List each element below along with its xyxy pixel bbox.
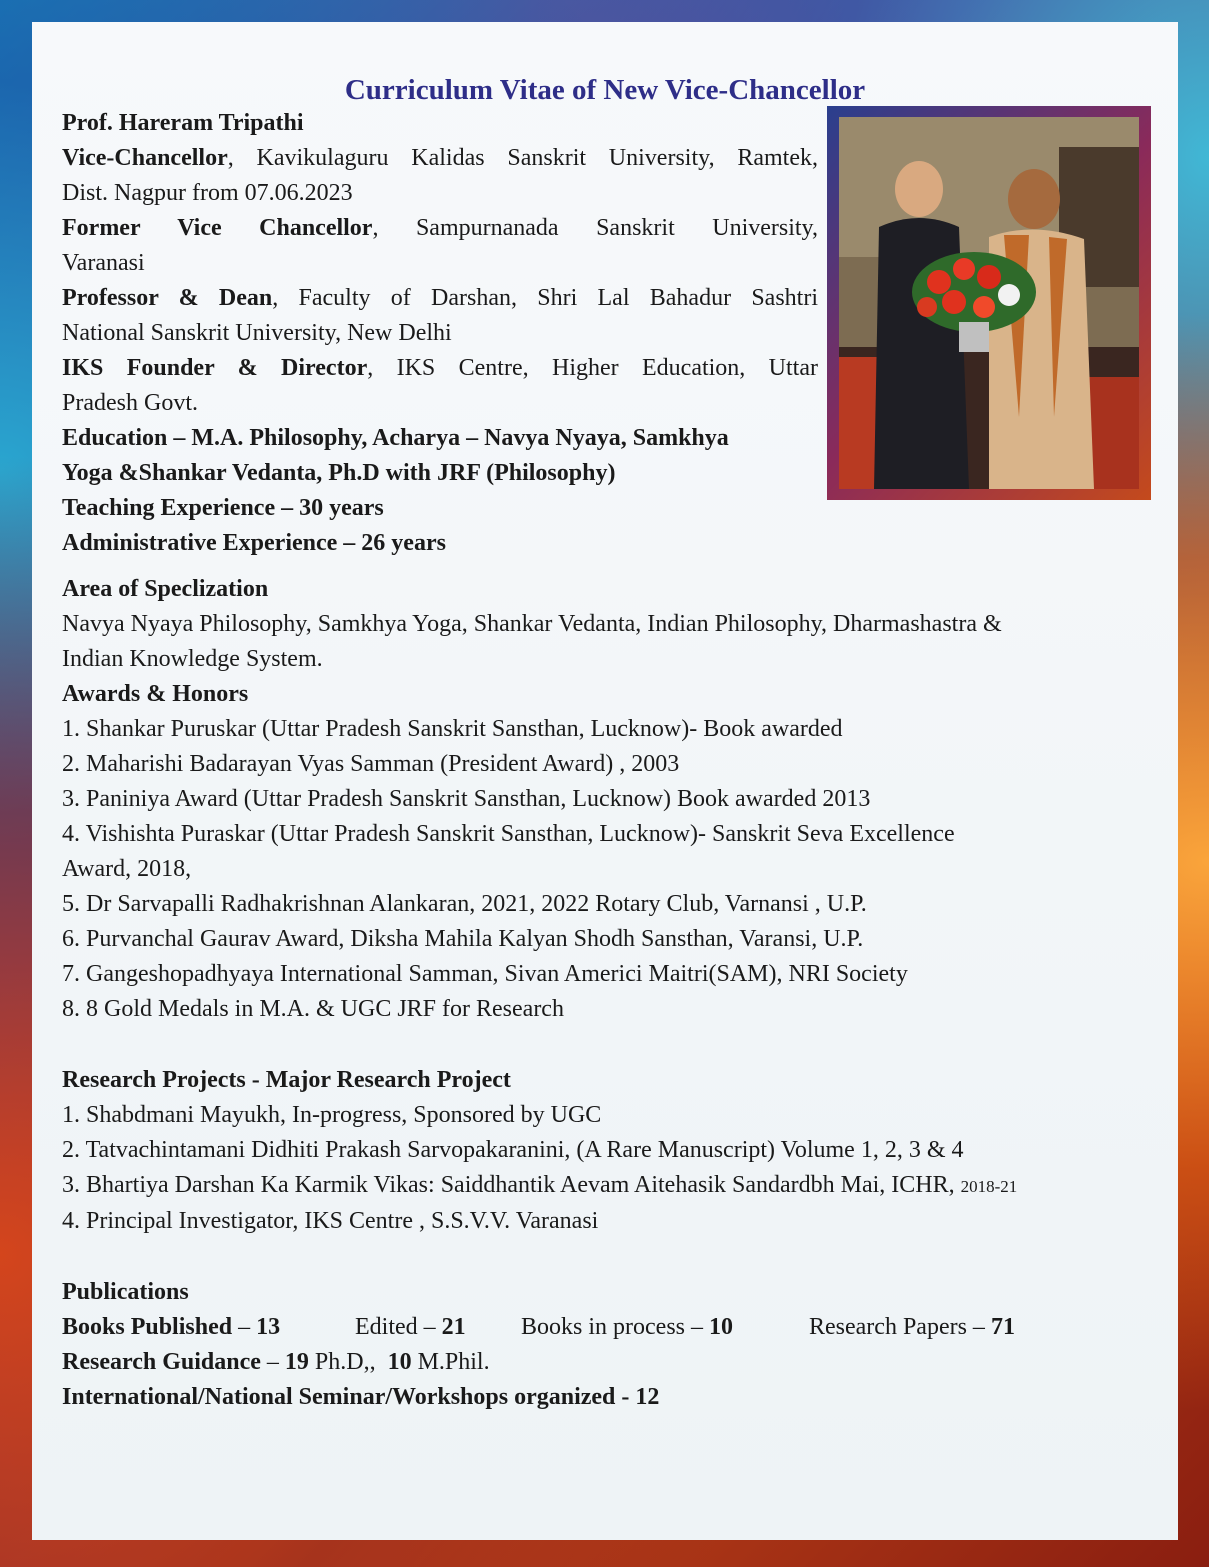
guidance-mphil-value: 10	[387, 1349, 412, 1375]
specialization-heading: Area of Speclization	[62, 576, 269, 602]
guidance-mphil-label: M.Phil.	[411, 1349, 490, 1375]
vc-rest-1: , Kavikulaguru Kalidas Sanskrit University, Ramtek,	[227, 145, 818, 171]
iks-line-1	[62, 351, 818, 386]
prof-rest-1: , Faculty of Darshan, Shri Lal Bahadur Sashtri	[272, 285, 818, 311]
profile-block	[62, 106, 818, 561]
vc-line-1	[62, 141, 818, 176]
specialization-line-1: Navya Nyaya Philosophy, Samkhya Yoga, Shankar Vedanta, Indian Philosophy, Dharmashastra &	[62, 611, 1002, 637]
specialization-line-2: Indian Knowledge System.	[62, 646, 323, 672]
research-item: 2. Tatvachintamani Didhiti Prakash Sarvopakaranini, (A Rare Manuscript) Volume 1, 2, 3 & 4	[62, 1137, 964, 1163]
teaching-experience: Teaching Experience – 30 years	[62, 495, 384, 521]
award-item: Award, 2018,	[62, 856, 192, 882]
books-in-process-value: 10	[709, 1314, 733, 1340]
publications-section	[62, 1275, 1152, 1415]
research-guidance: Research Guidance – 19 Ph.D,, 10 M.Phil.	[62, 1349, 490, 1375]
award-item: 8. 8 Gold Medals in M.A. & UGC JRF for Research	[62, 996, 564, 1022]
prof-role: Professor & Dean	[62, 285, 273, 311]
award-item: 4. Vishishta Puraskar (Uttar Pradesh Sanskrit Sansthan, Lucknow)- Sanskrit Seva Excellence	[62, 821, 955, 847]
research-item-3-years: 2018-21	[960, 1177, 1018, 1196]
books-published-value: 13	[256, 1314, 281, 1340]
award-item: 5. Dr Sarvapalli Radhakrishnan Alankaran, 2021, 2022 Rotary Club, Varnansi , U.P.	[62, 891, 867, 917]
specialization-section	[62, 572, 1152, 1027]
edited-label: Edited –	[355, 1314, 436, 1340]
award-item: 7. Gangeshopadhyaya International Samman, Sivan Americi Maitri(SAM), NRI Society	[62, 961, 908, 987]
education-line-1: Education – M.A. Philosophy, Acharya – Navya Nyaya, Samkhya	[62, 425, 729, 451]
former-rest-1: , Sampurnanada Sanskrit University,	[372, 215, 818, 241]
award-item: 3. Paniniya Award (Uttar Pradesh Sanskrit Sansthan, Lucknow) Book awarded 2013	[62, 786, 871, 812]
research-guidance-label: Research Guidance	[62, 1349, 261, 1375]
vc-line-2: Dist. Nagpur from 07.06.2023	[62, 180, 353, 206]
award-item: 1. Shankar Puruskar (Uttar Pradesh Sanskrit Sansthan, Lucknow)- Book awarded	[62, 716, 843, 742]
books-in-process-label: Books in process –	[521, 1314, 703, 1340]
profile-name: Prof. Hareram Tripathi	[62, 110, 304, 136]
former-line-1	[62, 211, 818, 246]
photo-illustration	[839, 117, 1139, 489]
page-title: Curriculum Vitae of New Vice-Chancellor	[344, 74, 866, 106]
research-papers-label: Research Papers –	[809, 1314, 985, 1340]
portrait-photo	[839, 117, 1139, 489]
guidance-phd-label: Ph.D,,	[308, 1349, 376, 1375]
publications-counts	[62, 1310, 1152, 1345]
research-papers	[809, 1310, 1015, 1345]
award-item: 6. Purvanchal Gaurav Award, Diksha Mahila Kalyan Shodh Sansthan, Varansi, U.P.	[62, 926, 864, 952]
photo-frame	[827, 106, 1151, 500]
guidance-phd-value: 19	[284, 1349, 309, 1375]
iks-role: IKS Founder & Director	[62, 355, 368, 381]
iks-rest-1: , IKS Centre, Higher Education, Uttar	[367, 355, 818, 381]
research-item-3	[62, 1168, 1152, 1204]
vc-role: Vice-Chancellor	[62, 145, 228, 171]
edited-value: 21	[441, 1314, 466, 1340]
prof-line-2: National Sanskrit University, New Delhi	[62, 320, 452, 346]
seminars-organized: International/National Seminar/Workshops organized - 12	[62, 1384, 660, 1410]
research-item: 4. Principal Investigator, IKS Centre , S.S.V.V. Varanasi	[62, 1208, 599, 1234]
prof-line-1	[62, 281, 818, 316]
books-published-label: Books Published	[62, 1314, 233, 1340]
edited	[355, 1310, 521, 1345]
education-line-2: Yoga &Shankar Vedanta, Ph.D with JRF (Philosophy)	[62, 460, 616, 486]
research-item-3-text: 3. Bhartiya Darshan Ka Karmik Vikas: Saiddhantik Aevam Aitehasik Sandardbh Mai, ICHR,	[62, 1172, 961, 1198]
books-published: Books Published – 13	[62, 1310, 355, 1345]
former-line-2: Varanasi	[62, 250, 145, 276]
administrative-experience: Administrative Experience – 26 years	[62, 530, 446, 556]
research-heading: Research Projects - Major Research Project	[62, 1067, 511, 1093]
books-in-process	[521, 1310, 809, 1345]
iks-line-2: Pradesh Govt.	[62, 390, 198, 416]
research-papers-value: 71	[990, 1314, 1015, 1340]
awards-heading: Awards & Honors	[62, 681, 249, 707]
research-section	[62, 1063, 1152, 1239]
former-role: Former Vice Chancellor	[62, 215, 373, 241]
publications-heading: Publications	[62, 1279, 189, 1305]
award-item: 2. Maharishi Badarayan Vyas Samman (President Award) , 2003	[62, 751, 680, 777]
research-item: 1. Shabdmani Mayukh, In-progress, Sponsored by UGC	[62, 1102, 602, 1128]
